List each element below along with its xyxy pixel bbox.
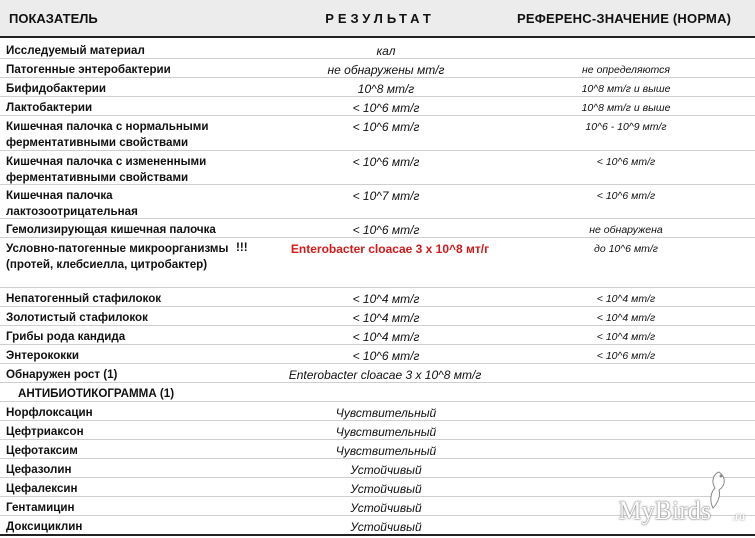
row-result-abnormal: Enterobacter cloacae 3 x 10^8 мт/г (290, 242, 490, 256)
row-result: < 10^4 мт/г (352, 311, 420, 325)
section-title: АНТИБИОТИКОГРАММА (1) (18, 387, 175, 400)
row-reference: не обнаружена (589, 224, 663, 236)
row-reference: < 10^6 мт/г (596, 350, 656, 362)
row-result: < 10^6 мт/г (352, 120, 420, 134)
row-result: Enterobacter cloacae 3 x 10^8 мт/г (288, 368, 482, 382)
table-row (0, 219, 755, 238)
header-indicator: ПОКАЗАТЕЛЬ (9, 11, 98, 26)
table-row (0, 116, 755, 151)
row-label: Грибы рода кандида (6, 330, 126, 343)
row-reference: < 10^4 мт/г (596, 293, 656, 305)
row-reference: < 10^6 мт/г (596, 190, 656, 202)
row-label: Непатогенный стафилокок (6, 292, 162, 305)
table-header (0, 0, 755, 38)
row-label: Цефалексин (6, 482, 78, 495)
row-reference: < 10^4 мт/г (596, 331, 656, 343)
row-result: 10^8 мт/г (357, 82, 415, 96)
row-label: Бифидобактерии (6, 82, 107, 95)
row-reference: 10^6 - 10^9 мт/г (585, 121, 667, 133)
row-result: < 10^6 мт/г (352, 101, 420, 115)
table-row (0, 40, 755, 59)
row-reference: 10^8 мт/г и выше (581, 83, 671, 95)
table-row (0, 288, 755, 307)
table-row (0, 59, 755, 78)
table-row (0, 78, 755, 97)
table-row (0, 421, 755, 440)
row-result: Чувствительный (335, 444, 437, 458)
row-label: Кишечная палочка с нормальными ферментативными свойствами (6, 120, 209, 149)
alert-flag: !!! (236, 241, 248, 254)
row-result: Чувствительный (335, 406, 437, 420)
row-label: Цефазолин (6, 463, 72, 476)
row-label: Лактобактерии (6, 101, 93, 114)
table-row (0, 185, 755, 219)
watermark (545, 486, 745, 530)
table-row-flagged (0, 238, 755, 288)
row-reference: не определяются (582, 64, 670, 76)
row-label: Доксициклин (6, 520, 83, 533)
row-result: Устойчивый (350, 501, 422, 515)
row-result: Устойчивый (350, 482, 422, 496)
table-row (0, 345, 755, 364)
row-result: < 10^6 мт/г (352, 223, 420, 237)
bird-logo-icon (701, 468, 731, 512)
watermark-suffix: .ru (732, 509, 745, 523)
row-reference: 10^8 мт/г и выше (581, 102, 671, 114)
row-label: Норфлоксацин (6, 406, 93, 419)
row-result: кал (376, 44, 396, 58)
row-result: Устойчивый (350, 463, 422, 477)
table-row (0, 307, 755, 326)
watermark-text: MyBirds (618, 496, 711, 525)
row-reference: < 10^4 мт/г (596, 312, 656, 324)
row-result: < 10^4 мт/г (352, 292, 420, 306)
row-result: < 10^7 мт/г (352, 189, 420, 203)
row-label: Энтерококки (6, 349, 80, 362)
row-label: Золотистый стафилокок (6, 311, 148, 324)
row-label: Кишечная палочка с измененными ферментативными свойствами (6, 155, 207, 184)
table-row (0, 459, 755, 478)
row-label: Условно-патогенные микроорганизмы (протей, клебсиелла, цитробактер) (6, 242, 229, 271)
header-result: РЕЗУЛЬТАТ (325, 11, 435, 26)
row-label: Цефотаксим (6, 444, 78, 457)
table-row (0, 364, 755, 383)
row-result: Чувствительный (335, 425, 437, 439)
table-row (0, 440, 755, 459)
row-result: Устойчивый (350, 520, 422, 534)
table-row (0, 402, 755, 421)
header-reference: РЕФЕРЕНС-ЗНАЧЕНИЕ (НОРМА) (517, 11, 732, 26)
row-result: не обнаружены мт/г (327, 63, 445, 77)
row-result: < 10^6 мт/г (352, 155, 420, 169)
row-label: Патогенные энтеробактерии (6, 63, 171, 76)
row-reference: < 10^6 мт/г (596, 156, 656, 168)
row-label: Кишечная палочка лактозоотрицательная (6, 189, 138, 218)
table-row (0, 151, 755, 185)
section-header (0, 383, 755, 402)
row-label: Цефтриаксон (6, 425, 84, 438)
row-label: Гемолизирующая кишечная палочка (6, 223, 216, 236)
table-row (0, 97, 755, 116)
row-result: < 10^4 мт/г (352, 330, 420, 344)
row-label: Обнаружен рост (1) (6, 368, 118, 381)
row-label: Исследуемый материал (6, 44, 145, 57)
row-label: Гентамицин (6, 501, 75, 514)
row-reference: до 10^6 мт/г (594, 243, 658, 255)
table-row (0, 326, 755, 345)
row-result: < 10^6 мт/г (352, 349, 420, 363)
